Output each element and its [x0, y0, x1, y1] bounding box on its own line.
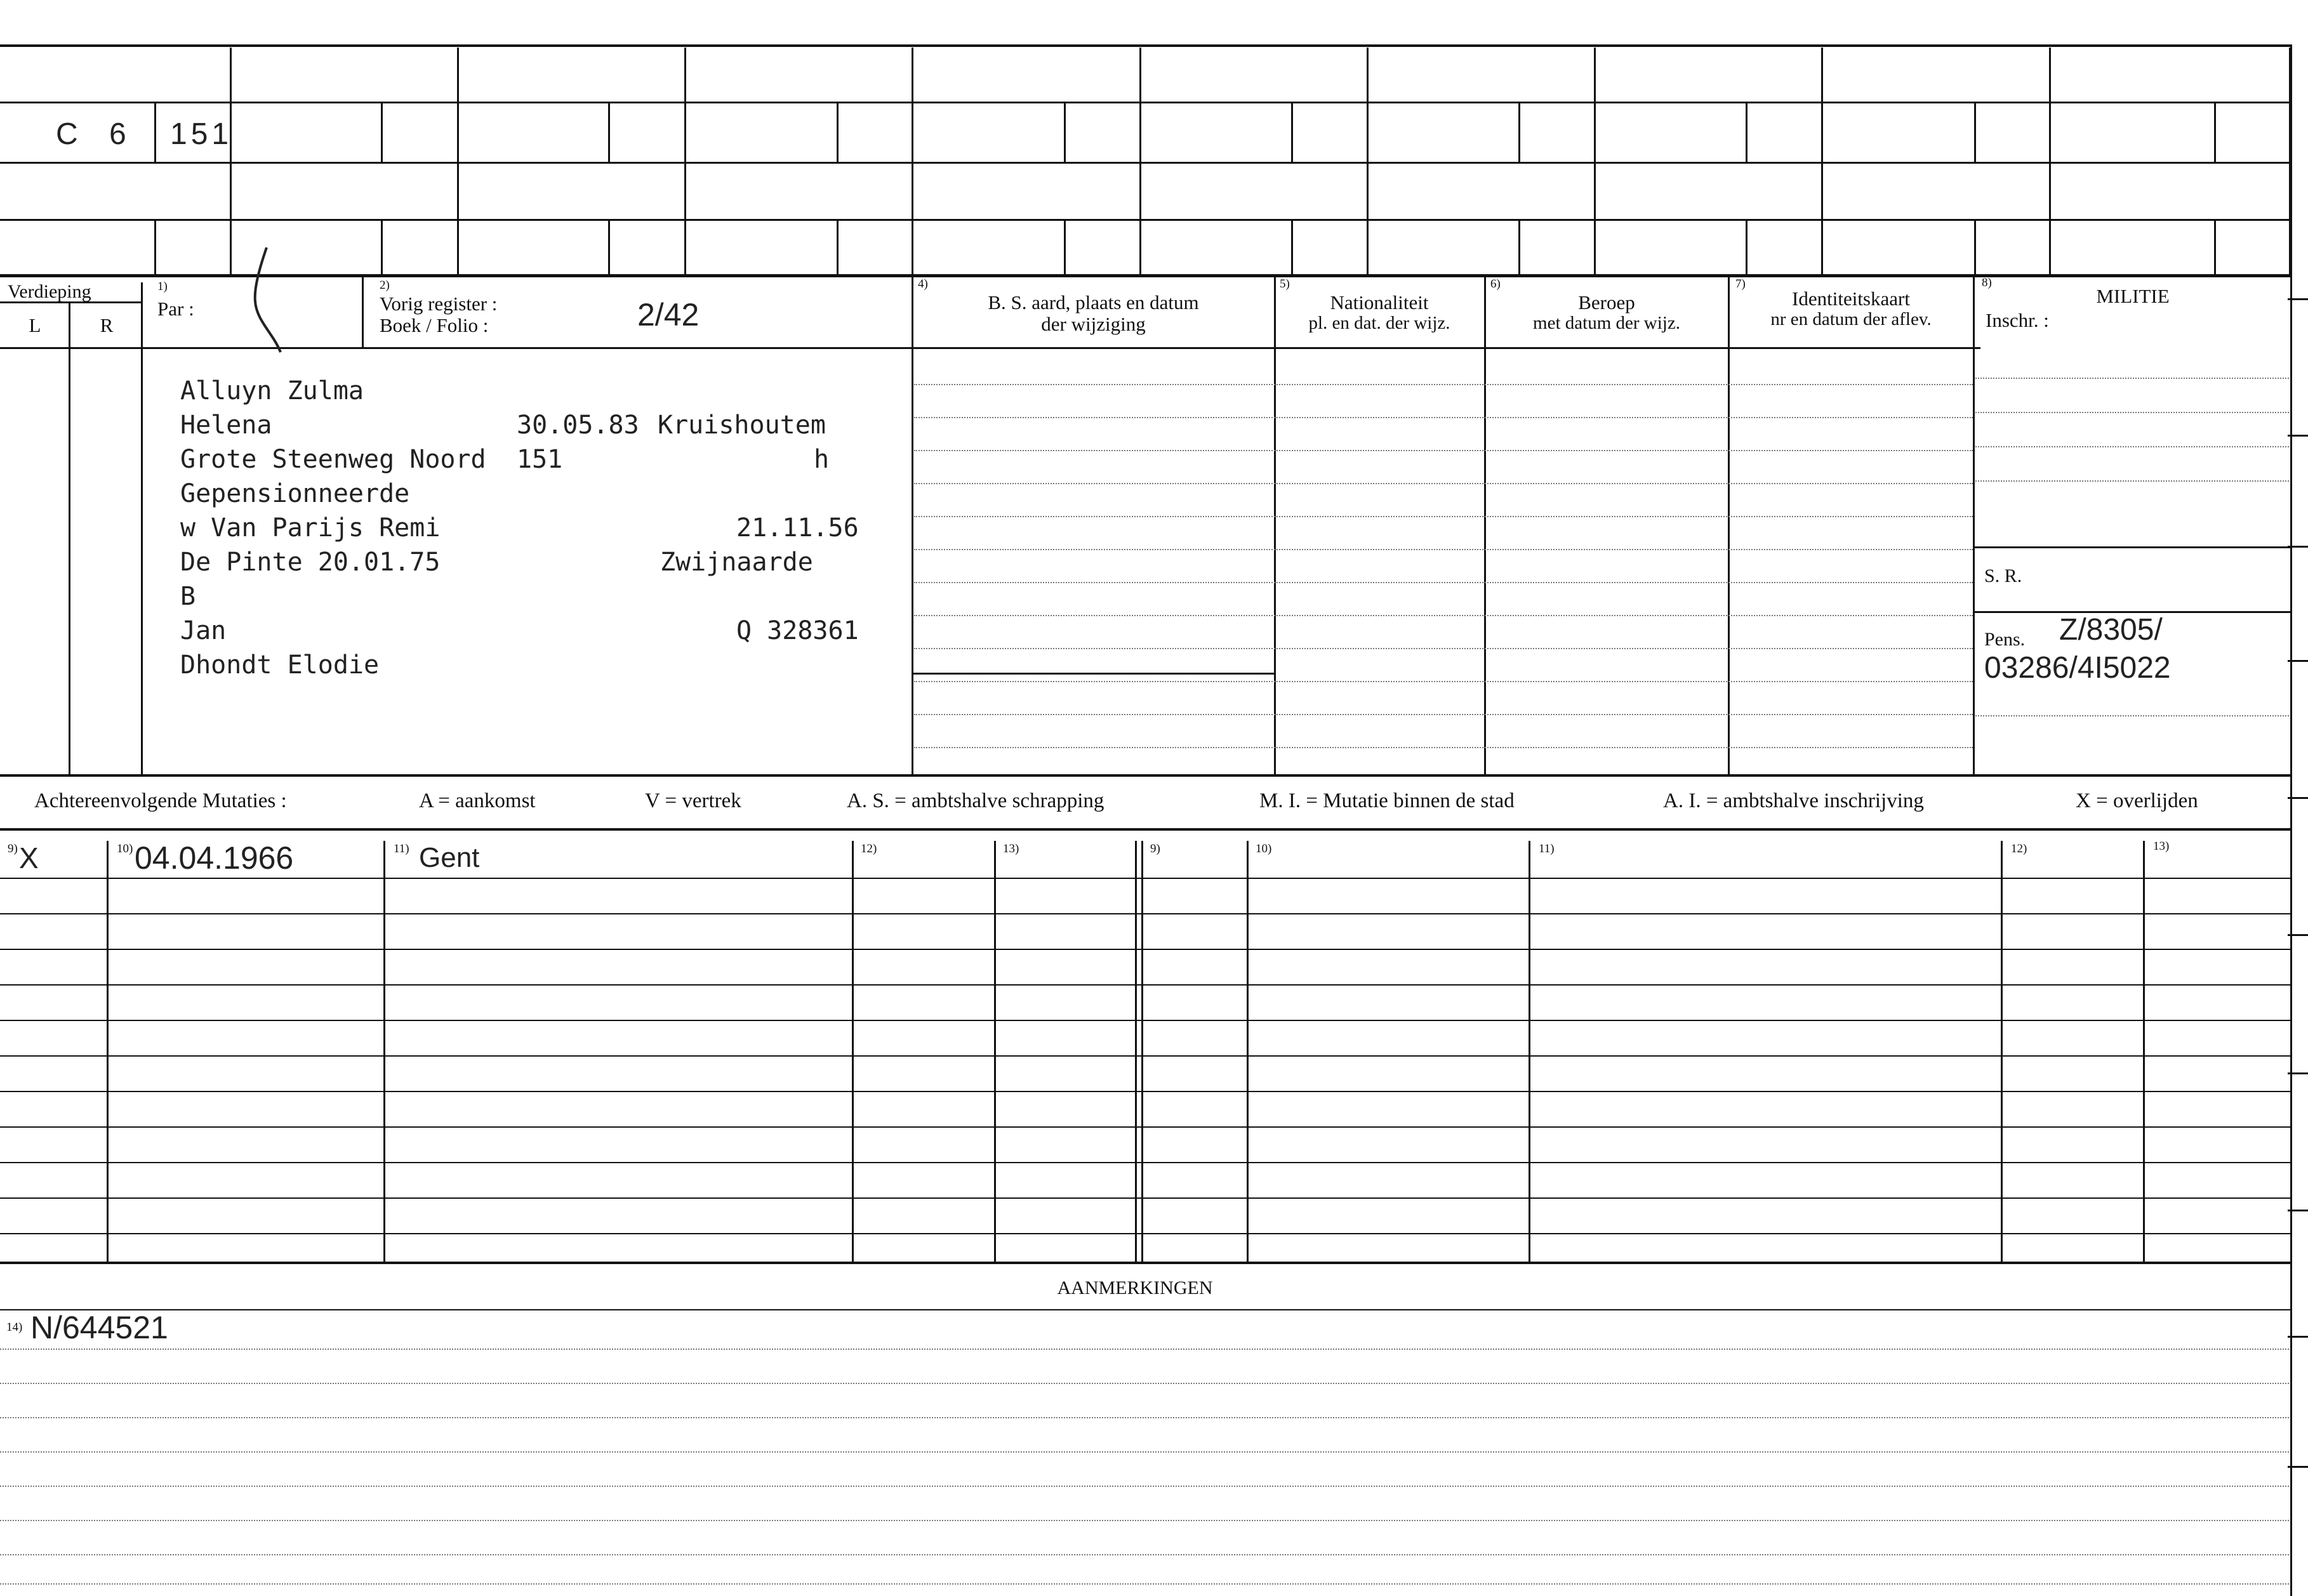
dotted-rule — [914, 747, 1973, 748]
rule — [1974, 103, 1976, 162]
rule — [0, 1020, 2291, 1021]
rule — [1484, 276, 1486, 774]
legend-title: Achtereenvolgende Mutaties : — [34, 789, 287, 812]
field-number: 14) — [6, 1321, 23, 1334]
nationaliteit-label-line2: pl. en dat. der wijz. — [1308, 313, 1450, 333]
rule — [0, 1126, 2291, 1128]
record-line: Zwijnaarde — [660, 548, 813, 577]
column-number: 13) — [1003, 842, 1019, 855]
rule — [0, 949, 2291, 950]
record-line: Dhondt Elodie — [180, 650, 380, 680]
dotted-rule — [1975, 446, 2289, 447]
record-line: h — [814, 445, 830, 474]
mutation-date: 04.04.1966 — [135, 840, 294, 876]
identiteitskaart-label-line2: nr en datum der aflev. — [1770, 309, 1932, 329]
beroep-label-line2: met datum der wijz. — [1533, 313, 1680, 333]
margin-tick — [2288, 298, 2308, 300]
rule — [457, 48, 459, 276]
rule — [1974, 220, 1976, 276]
record-line: Kruishoutem — [658, 411, 826, 440]
top-grid — [0, 0, 2308, 279]
inschr-label: Inschr. : — [1986, 309, 2049, 331]
rule — [1973, 276, 1975, 774]
rule — [154, 103, 156, 162]
dotted-rule — [914, 615, 1973, 616]
column-number: 13) — [2153, 840, 2170, 853]
field-number: 4) — [918, 277, 928, 291]
boek-folio-label: Boek / Folio : — [380, 314, 489, 336]
dotted-rule — [914, 450, 1973, 451]
rule — [1367, 48, 1369, 276]
folio-value: 2/42 — [637, 297, 700, 333]
column-number: 11) — [394, 842, 409, 855]
record-line: Jan — [180, 616, 227, 645]
rule — [0, 1233, 2291, 1234]
top-code-cell: C 6 — [56, 117, 138, 151]
dotted-rule — [0, 1583, 2291, 1585]
column-number: 11) — [1539, 842, 1555, 855]
remarks-section — [0, 1266, 2291, 1596]
par-scribble-mark — [241, 244, 305, 371]
rule — [141, 282, 143, 774]
margin-tick — [2288, 660, 2308, 662]
dotted-rule — [914, 384, 1973, 385]
rule — [0, 1055, 2291, 1057]
rule — [0, 219, 2291, 221]
nationaliteit-label: Nationaliteit — [1330, 291, 1429, 313]
rule — [381, 103, 383, 162]
top-code-cell: 151 — [170, 117, 233, 151]
field-number: 5) — [1280, 277, 1290, 291]
rule — [0, 913, 2291, 914]
field-number: 8) — [1982, 276, 1992, 289]
beroep-label: Beroep — [1578, 291, 1635, 313]
rule — [0, 162, 2291, 164]
dotted-rule — [914, 417, 1973, 418]
mutation-legend — [0, 782, 2291, 826]
rule — [0, 102, 2291, 103]
rule — [1139, 48, 1141, 276]
par-label: Par : — [157, 298, 194, 320]
rule — [912, 673, 1276, 675]
column-number: 9) — [8, 842, 18, 855]
dotted-rule — [0, 1349, 2291, 1350]
rule — [0, 828, 2291, 831]
dotted-rule — [0, 1520, 2291, 1521]
pens-label: Pens. — [1984, 629, 2026, 650]
legend-item: M. I. = Mutatie binnen de stad — [1259, 789, 1515, 812]
rule — [2214, 103, 2216, 162]
rule — [608, 103, 610, 162]
margin-tick — [2288, 1072, 2308, 1074]
record-line: 21.11.56 — [736, 513, 859, 543]
rule — [154, 220, 156, 276]
dotted-rule — [914, 714, 1973, 715]
rule — [0, 1091, 2291, 1092]
column-number: 10) — [1256, 842, 1272, 855]
dotted-rule — [0, 1383, 2291, 1384]
floor-right-label: R — [100, 314, 114, 336]
sr-label: S. R. — [1984, 565, 2022, 586]
record-line: w Van Parijs Remi — [180, 513, 441, 543]
record-line: Helena — [180, 411, 272, 440]
margin-tick — [2288, 1466, 2308, 1468]
mutation-place: Gent — [419, 842, 480, 873]
dotted-rule — [0, 1554, 2291, 1555]
pens-value: Z/8305/ — [2059, 613, 2163, 647]
rule — [912, 276, 913, 774]
rule — [1973, 546, 2291, 548]
record-line: Gepensionneerde — [180, 479, 410, 508]
rule — [1291, 103, 1293, 162]
rule — [912, 48, 913, 276]
margin-tick — [2288, 546, 2308, 548]
rule — [0, 1309, 2291, 1310]
column-number: 12) — [861, 842, 877, 855]
record-section — [0, 276, 2308, 777]
rule — [362, 276, 364, 347]
legend-item: V = vertrek — [645, 789, 741, 812]
remarks-value: N/644521 — [30, 1310, 168, 1345]
rule — [0, 984, 2291, 986]
rule — [2214, 220, 2216, 276]
floor-left-label: L — [29, 314, 41, 336]
rule — [1518, 103, 1520, 162]
column-number: 12) — [2011, 842, 2027, 855]
rule — [1746, 220, 1748, 276]
remarks-title: AANMERKINGEN — [1057, 1277, 1213, 1298]
record-line: De Pinte 20.01.75 — [180, 548, 441, 577]
field-number: 2) — [380, 279, 390, 292]
right-margin-edge — [2290, 44, 2292, 1596]
dotted-rule — [0, 1451, 2291, 1453]
dotted-rule — [914, 681, 1973, 682]
record-line: B — [180, 582, 196, 611]
margin-tick — [2288, 1336, 2308, 1338]
record-text — [180, 376, 904, 732]
rule — [608, 220, 610, 276]
record-line: 151 — [517, 445, 563, 474]
rule — [2049, 48, 2051, 276]
record-line: 30.05.83 — [517, 411, 639, 440]
rule — [1594, 48, 1596, 276]
legend-item: A. I. = ambtshalve inschrijving — [1663, 789, 1924, 812]
dotted-rule — [914, 582, 1973, 583]
rule — [1518, 220, 1520, 276]
rule — [1291, 220, 1293, 276]
identiteitskaart-label: Identiteitskaart — [1792, 287, 1910, 310]
rule — [1064, 103, 1066, 162]
margin-tick — [2288, 1210, 2308, 1211]
rule — [69, 301, 70, 774]
mutation-type: X — [19, 841, 39, 874]
record-line: Grote Steenweg Noord — [180, 445, 486, 474]
bs-label-line2: der wijziging — [1041, 313, 1146, 335]
dotted-rule — [0, 1417, 2291, 1418]
rule — [837, 220, 839, 276]
field-number: 6) — [1490, 277, 1501, 291]
mutations-table — [0, 828, 2291, 1266]
dotted-rule — [914, 516, 1973, 517]
margin-tick — [2288, 435, 2308, 437]
column-number: 9) — [1150, 842, 1160, 855]
pens-value-line2: 03286/4I5022 — [1984, 651, 2171, 685]
verdieping-label: Verdieping — [8, 281, 91, 302]
record-line: Q 328361 — [736, 616, 859, 645]
rule — [1274, 276, 1276, 774]
legend-item: A = aankomst — [419, 789, 536, 812]
rule — [230, 48, 232, 276]
rule — [0, 878, 2291, 879]
dotted-rule — [914, 549, 1973, 550]
record-line: Alluyn Zulma — [180, 376, 364, 406]
dotted-rule — [914, 483, 1973, 484]
rule — [1821, 48, 1823, 276]
vorig-register-label: Vorig register : — [380, 293, 498, 315]
field-number: 7) — [1735, 277, 1746, 291]
rule — [0, 774, 2291, 777]
dotted-rule — [1975, 412, 2289, 413]
legend-item: X = overlijden — [2076, 789, 2198, 812]
militie-label: MILITIE — [2096, 285, 2170, 307]
legend-item: A. S. = ambtshalve schrapping — [847, 789, 1104, 812]
dotted-rule — [1975, 715, 2289, 716]
dotted-rule — [0, 1486, 2291, 1487]
rule — [0, 1197, 2291, 1199]
column-number: 10) — [117, 842, 133, 855]
rule — [0, 1162, 2291, 1163]
margin-tick — [2288, 934, 2308, 936]
rule — [684, 48, 686, 276]
rule — [1728, 276, 1730, 774]
field-number: 1) — [157, 280, 168, 293]
dotted-rule — [914, 648, 1973, 649]
rule — [1064, 220, 1066, 276]
rule — [381, 220, 383, 276]
rule — [0, 1262, 2291, 1264]
rule — [1746, 103, 1748, 162]
margin-tick — [2288, 797, 2308, 799]
top-edge-rule — [0, 44, 2291, 47]
dotted-rule — [1975, 480, 2289, 482]
dotted-rule — [1975, 378, 2289, 379]
rule — [837, 103, 839, 162]
bs-label: B. S. aard, plaats en datum — [988, 291, 1199, 313]
